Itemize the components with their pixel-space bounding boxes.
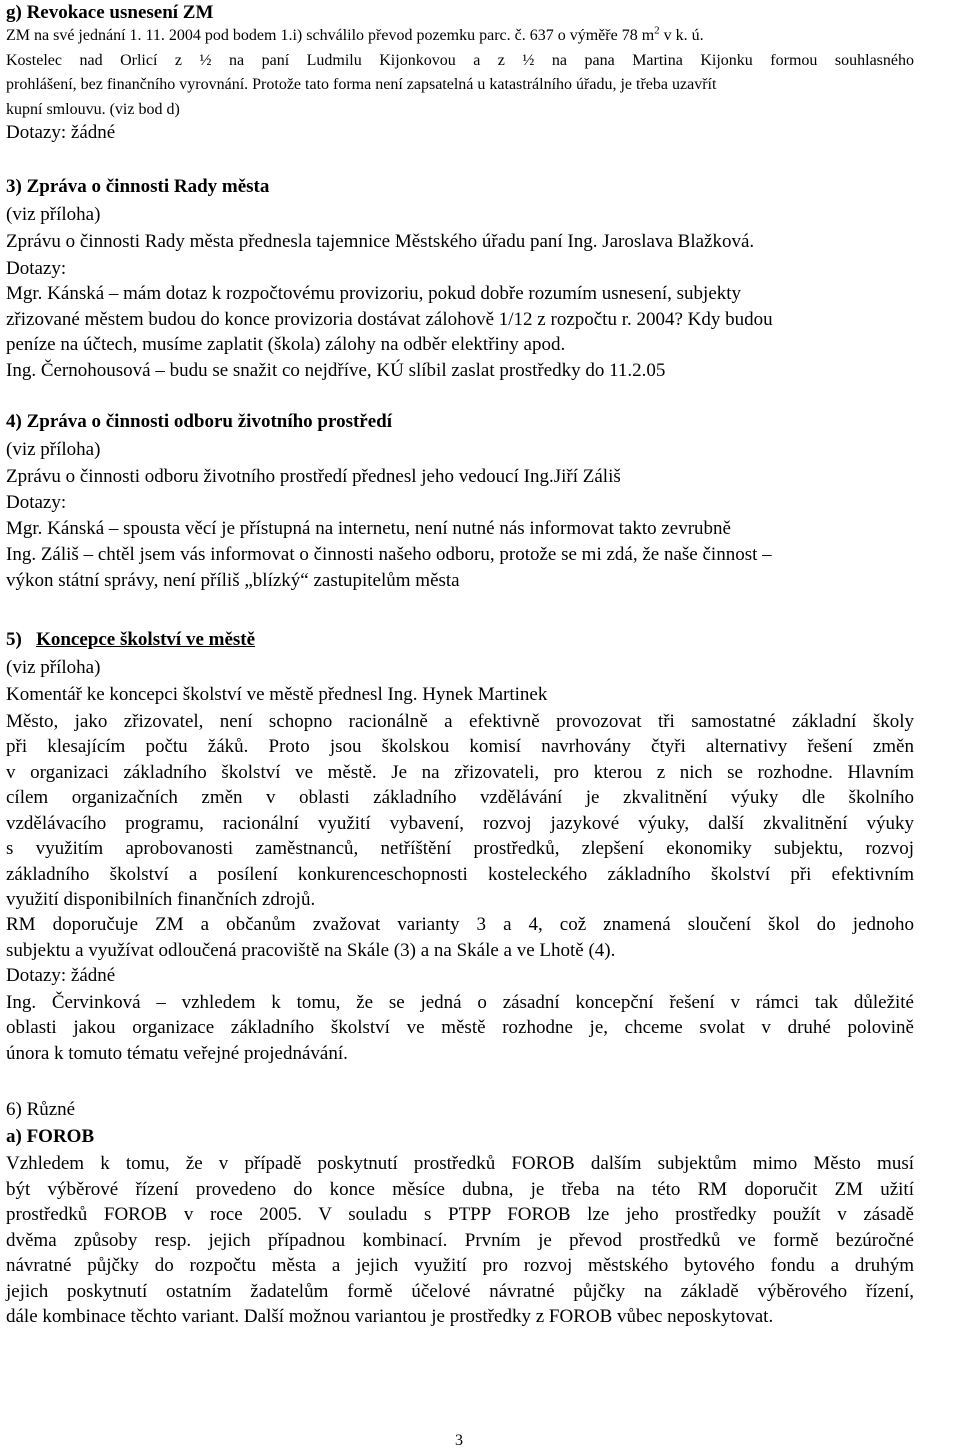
section-5-paragraph-line: v organizaci základního školství ve městě. Je na zřizovateli, pro kterou z nich se rozhodne. Hlavním	[6, 762, 914, 783]
section-3-answer-line: Ing. Černohousová – budu se snažit co nejdříve, KÚ slíbil zaslat prostředky do 11.2.05	[6, 360, 666, 381]
section-5-paragraph-line: s využitím aprobovanosti zaměstnanců, netříštění prostředků, zlepšení ekonomiky subjektu, rozvoj	[6, 838, 914, 859]
section-g-heading: g) Revokace usnesení ZM	[6, 2, 214, 23]
section-4-answer-line: výkon státní správy, není příliš „blízký“ zastupitelům města	[6, 570, 460, 591]
section-3-question-line: zřizované městem budou do konce provizoria dostávat zálohově 1/12 z rozpočtu r. 2004? Kdy budou	[6, 309, 773, 330]
section-4-intro: Zprávu o činnosti odboru životního prostředí přednesl jeho vedoucí Ing.Jiří Záliš	[6, 466, 621, 487]
section-5-paragraph-line: Ing. Červinková – vzhledem k tomu, že se jedná o zásadní koncepční řešení v rámci tak důležité	[6, 992, 914, 1013]
section-6a-paragraph-line: jejich poskytnutí ostatním žadatelům formě účelové návratné půjčky na základě výběrového řízení,	[6, 1281, 914, 1302]
section-g-text-line	[6, 23, 704, 49]
section-6a-paragraph-line: být výběrové řízení provedeno do konce měsíce dubna, je třeba na této RM doporučit ZM užití	[6, 1179, 914, 1200]
section-4-heading: 4) Zpráva o činnosti odboru životního prostředí	[6, 411, 393, 432]
section-g-text-part: ZM na své jednání 1. 11. 2004 pod bodem 1.i) schválilo převod pozemku parc. č. 637 o výměře 78 m	[6, 27, 655, 44]
section-3-attachment: (viz příloha)	[6, 204, 101, 225]
section-3-intro: Zprávu o činnosti Rady města přednesla tajemnice Městského úřadu paní Ing. Jaroslava Blažková.	[6, 231, 755, 252]
section-5-paragraph-line: Město, jako zřizovatel, není schopno racionálně a efektivně provozovat tři samostatné základní školy	[6, 711, 914, 732]
section-6a-paragraph-line: dále kombinace těchto variant. Další možnou variantou je prostředky z FOROB vůbec neposkytovat.	[6, 1306, 774, 1327]
section-g-text-line: kupní smlouvu. (viz bod d)	[6, 101, 180, 118]
page-number: 3	[455, 1432, 463, 1449]
section-5-paragraph-line: RM doporučuje ZM a občanům zvažovat varianty 3 a 4, což znamená sloučení škol do jednoho	[6, 914, 914, 935]
section-g-text-line: Kostelec nad Orlicí z ½ na paní Ludmilu Kijonkovou a z ½ na pana Martina Kijonku formou souhlasného	[6, 52, 914, 69]
section-5-paragraph-line: při klesajícím počtu žáků. Proto jsou školskou komisí navrhovány čtyři alternativy řešení změn	[6, 736, 914, 757]
section-5-intro: Komentář ke koncepci školství ve městě přednesl Ing. Hynek Martinek	[6, 684, 548, 705]
section-g-text-part: v k. ú.	[659, 27, 704, 44]
section-6a-heading: a) FOROB	[6, 1126, 95, 1147]
section-5-heading	[6, 627, 255, 653]
section-5-heading-number: 5)	[6, 629, 22, 650]
section-5-paragraph-line: vzdělávacího programu, racionální využití vybavení, rozvoj jazykové výuky, další zkvalitnění výuky	[6, 813, 914, 834]
section-g-text-line: prohlášení, bez finančního vyrovnání. Protože tato forma není zapsatelná u katastrálního úřadu, je třeba uzavřít	[6, 76, 717, 93]
section-4-question-line: Mgr. Kánská – spousta věcí je přístupná na internetu, není nutné nás informovat takto zevrubně	[6, 518, 731, 539]
section-6a-paragraph-line: Vzhledem k tomu, že v případě poskytnutí prostředků FOROB dalším subjektům mimo Město musí	[6, 1153, 914, 1174]
section-6-heading: 6) Různé	[6, 1099, 76, 1120]
section-5-paragraph-line: základního školství a posílení konkurenceschopnosti kosteleckého základního školství při efektivním	[6, 864, 914, 885]
section-6a-paragraph-line: dvěma způsoby resp. jejich případnou kombinací. Prvním je převod prostředků ve formě bezúročné	[6, 1230, 914, 1251]
section-5-heading-text: Koncepce školství ve městě	[36, 629, 256, 650]
section-g-dotazy: Dotazy: žádné	[6, 122, 116, 143]
section-3-dotazy: Dotazy:	[6, 258, 67, 279]
section-6a-paragraph-line: prostředků FOROB v roce 2005. V souladu s PTPP FOROB lze jeho prostředky použít v zásadě	[6, 1204, 914, 1225]
section-5-paragraph-line: subjektu a využívat odloučená pracoviště na Skále (3) a na Skále a ve Lhotě (4).	[6, 940, 616, 961]
section-5-attachment: (viz příloha)	[6, 657, 101, 678]
section-5-paragraph-line: využití disponibilních finančních zdrojů.	[6, 889, 316, 910]
section-5-paragraph-line: cílem organizačních změn v oblasti základního vzdělávání je zkvalitnění výuky dle školního	[6, 787, 914, 808]
section-5-paragraph-line: února k tomuto tématu veřejné projednávání.	[6, 1043, 348, 1064]
section-4-dotazy: Dotazy:	[6, 492, 67, 513]
section-3-question-line: Mgr. Kánská – mám dotaz k rozpočtovému provizoriu, pokud dobře rozumím usnesení, subjekty	[6, 283, 742, 304]
section-3-question-line: peníze na účtech, musíme zaplatit (škola) zálohy na odběr elektřiny apod.	[6, 334, 566, 355]
section-5-dotazy: Dotazy: žádné	[6, 965, 116, 986]
section-4-answer-line: Ing. Záliš – chtěl jsem vás informovat o činnosti našeho odboru, protože se mi zdá, že naše činnost –	[6, 544, 772, 565]
superscript: 2	[654, 24, 660, 37]
section-3-heading: 3) Zpráva o činnosti Rady města	[6, 176, 270, 197]
section-5-paragraph-line: oblasti jakou organizace základního školství ve městě rozhodne je, chceme svolat v druhé polovině	[6, 1017, 914, 1038]
section-4-attachment: (viz příloha)	[6, 439, 101, 460]
section-6a-paragraph-line: návratné půjčky do rozpočtu města a jejich využití pro rozvoj městského bytového fondu a druhým	[6, 1255, 914, 1276]
